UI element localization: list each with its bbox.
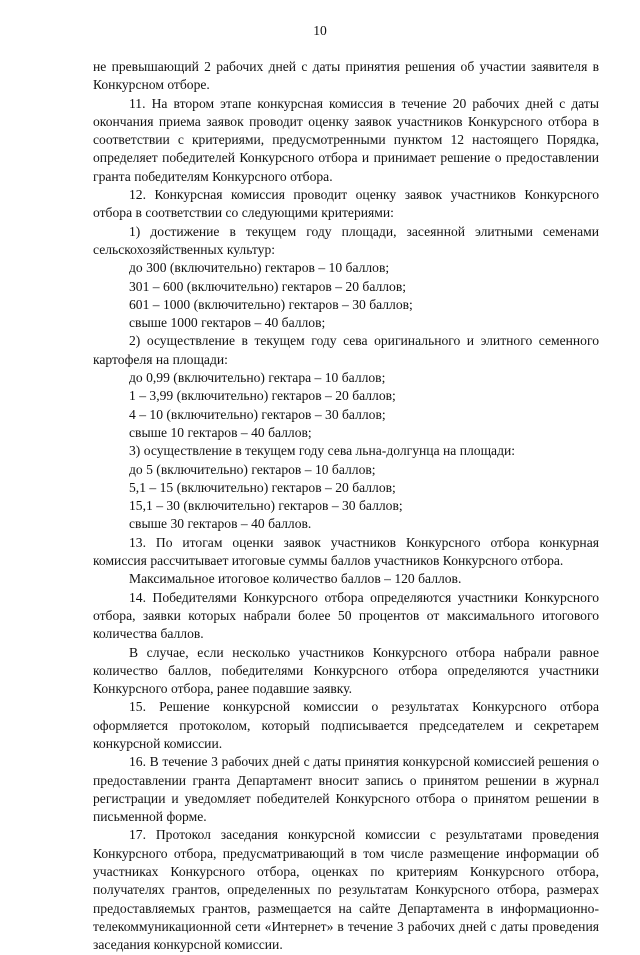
paragraph-item-14: 14. Победителями Конкурсного отбора определяются участники Конкурсного отбора, заявки которых набрали более 50 процентов от максимального итогового количества баллов. xyxy=(93,589,599,642)
criterion-2-level-3: 4 – 10 (включительно) гектаров – 30 баллов; xyxy=(129,406,386,422)
page-number: 10 xyxy=(313,23,327,38)
paragraph-continuation: не превышающий 2 рабочих дней с даты принятия решения об участии заявителя в Конкурсном отборе. xyxy=(93,59,599,93)
paragraph-item-17: 17. Протокол заседания конкурсной комиссии с результатами проведения Конкурсного отбора, предусматривающий в том числе размещение информации об участниках Конкурсного отбора, оценках по критериям Конкурсного отбора, получателях грантов, определенных по результатам Конкурсного отбора, размерах предоставляемых грантов, размещается на сайте Департамента в информационно-телекоммуникационной сети «Интернет» в течение 3 рабочих дней с даты проведения заседания конкурсной комиссии. xyxy=(93,827,599,953)
criterion-3-level-4: свыше 30 гектаров – 40 баллов. xyxy=(129,516,312,532)
paragraph-item-13: 13. По итогам оценки заявок участников Конкурсного отбора конкурная комиссия рассчитывает итоговые суммы баллов участников Конкурсного отбора. xyxy=(93,534,599,569)
document-body xyxy=(93,58,599,955)
criterion-3-level-1: до 5 (включительно) гектаров – 10 баллов; xyxy=(129,461,376,477)
criterion-2-level-2: 1 – 3,99 (включительно) гектаров – 20 баллов; xyxy=(129,388,396,404)
paragraph-max-score: Максимальное итоговое количество баллов – 120 баллов. xyxy=(129,571,462,587)
criterion-3-heading: 3) осуществление в текущем году сева льна-долгунца на площади: xyxy=(129,443,516,459)
paragraph-item-15: 15. Решение конкурсной комиссии о результатах Конкурсного отбора оформляется протоколом, который подписывается председателем и секретарем конкурсной комиссии. xyxy=(93,699,599,751)
paragraph-tie-rule: В случае, если несколько участников Конкурсного отбора набрали равное количество баллов, победителями Конкурсного отбора определяются участники Конкурсного отбора, ранее подавшие заявку. xyxy=(93,644,599,697)
criterion-1-level-2: 301 – 600 (включительно) гектаров – 20 баллов; xyxy=(129,278,407,294)
criterion-3-level-3: 15,1 – 30 (включительно) гектаров – 30 баллов; xyxy=(129,498,403,514)
criterion-1-level-1: до 300 (включительно) гектаров – 10 баллов; xyxy=(129,260,390,276)
paragraph-item-11: 11. На втором этапе конкурсная комиссия в течение 20 рабочих дней с даты окончания приема заявок проводит оценку заявок участников Конкурсного отбора в соответствии с критериями, предусмотренными пунктом 12 настоящего Порядка, определяет победителей Конкурсного отбора и принимает решение о предоставлении гранта победителям Конкурсного отбора. xyxy=(93,95,599,184)
criterion-2-heading: 2) осуществление в текущем году сева оригинального и элитного семенного картофеля на площади: xyxy=(93,333,599,367)
paragraph-item-12: 12. Конкурсная комиссия проводит оценку заявок участников Конкурсного отбора в соответствии со следующими критериями: xyxy=(93,187,599,221)
criterion-2-level-1: до 0,99 (включительно) гектара – 10 баллов; xyxy=(129,370,386,386)
criterion-1-level-4: свыше 1000 гектаров – 40 баллов; xyxy=(129,315,326,331)
criterion-2-level-4: свыше 10 гектаров – 40 баллов; xyxy=(129,424,312,440)
paragraph-item-16: 16. В течение 3 рабочих дней с даты принятия конкурсной комиссией решения о предоставлении гранта Департамент вносит запись о принятом решении в журнал регистрации и уведомляет победителей Конкурсного отбора о принятом решении в письменной форме. xyxy=(93,754,599,825)
criterion-1-heading: 1) достижение в текущем году площади, засеянной элитными семенами сельскохозяйственных культур: xyxy=(93,223,599,257)
criterion-3-level-2: 5,1 – 15 (включительно) гектаров – 20 баллов; xyxy=(129,479,396,495)
criterion-1-level-3: 601 – 1000 (включительно) гектаров – 30 баллов; xyxy=(129,296,413,312)
